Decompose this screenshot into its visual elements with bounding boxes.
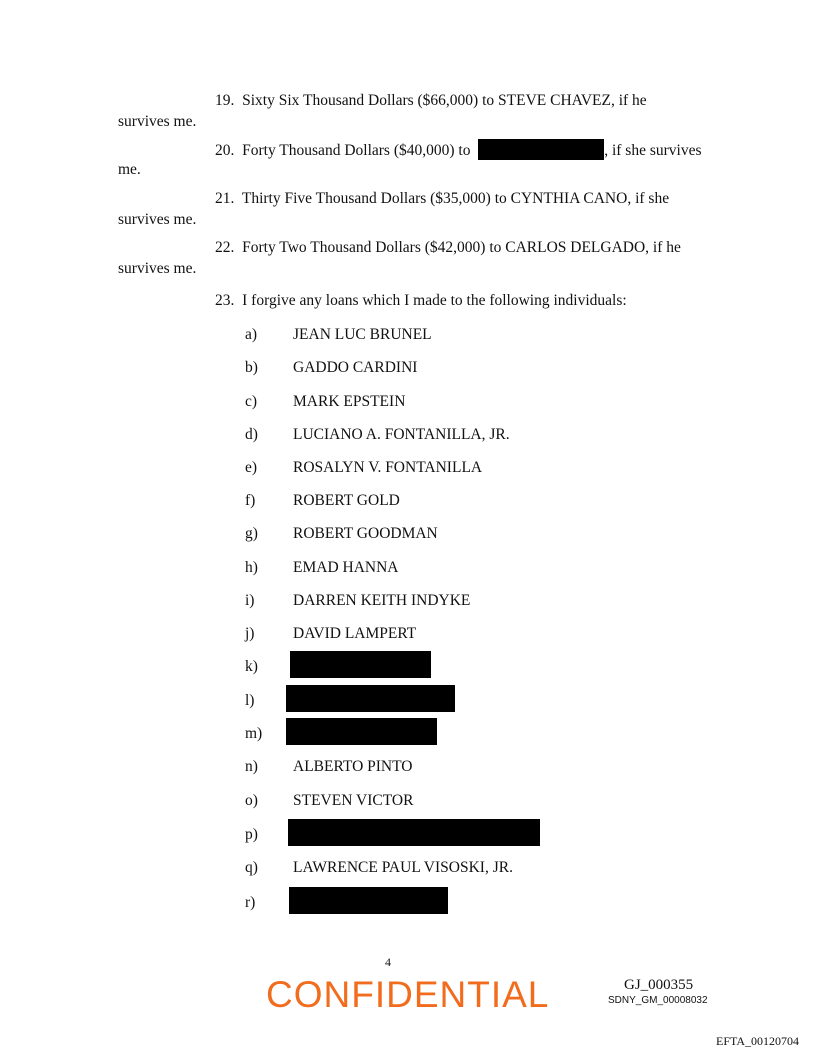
list-name: ROBERT GOLD [293, 492, 400, 509]
list-letter: c) [245, 393, 258, 410]
list-name: ROSALYN V. FONTANILLA [293, 459, 483, 476]
list-name: STEVEN VICTOR [293, 792, 414, 809]
paragraph-text: Forty Thousand Dollars ($40,000) to [242, 142, 471, 159]
paragraph-line [215, 238, 681, 258]
redaction-box [288, 819, 540, 846]
list-letter: a) [245, 326, 258, 343]
loan-list-item [0, 491, 816, 519]
page-number: 4 [385, 955, 391, 969]
paragraph-number: 23. [215, 292, 235, 309]
loan-list-item [0, 791, 816, 819]
list-letter: i) [245, 592, 255, 609]
list-letter: l) [245, 692, 255, 709]
paragraph-text-tail: , if she survives [604, 142, 702, 159]
paragraph-continuation: me. [118, 161, 141, 178]
paragraph-number: 22. [215, 239, 235, 256]
bates-number-gj: GJ_000355 [624, 977, 694, 993]
confidential-stamp: CONFIDENTIAL [266, 974, 550, 1015]
loan-list-item [0, 691, 816, 719]
loan-list-item [0, 558, 816, 586]
loan-list-item [0, 325, 816, 353]
list-name: EMAD HANNA [293, 559, 399, 576]
list-name: ALBERTO PINTO [293, 758, 413, 775]
paragraph-line [215, 91, 647, 111]
loan-list-item [0, 657, 816, 685]
list-letter: k) [245, 658, 258, 675]
bates-number-sdny: SDNY_GM_00008032 [608, 995, 708, 1006]
paragraph-text: I forgive any loans which I made to the following individuals: [242, 292, 627, 309]
list-letter: j) [245, 625, 255, 642]
paragraph-number: 19. [215, 92, 235, 109]
loan-list-item [0, 591, 816, 619]
loan-list-item [0, 392, 816, 420]
paragraph-text: Sixty Six Thousand Dollars ($66,000) to STEVE CHAVEZ, if he [242, 92, 647, 109]
list-name: DAVID LAMPERT [293, 625, 417, 642]
list-letter: f) [245, 492, 256, 509]
redaction-box [286, 718, 437, 745]
list-letter: o) [245, 792, 258, 809]
loan-list-item [0, 724, 816, 752]
list-name: LUCIANO A. FONTANILLA, JR. [293, 426, 510, 443]
paragraph-continuation: survives me. [118, 211, 197, 228]
loan-list-item [0, 425, 816, 453]
list-letter: b) [245, 359, 258, 376]
list-letter: r) [245, 894, 256, 911]
paragraph-line [215, 139, 702, 161]
bates-number-efta: EFTA_00120704 [716, 1034, 800, 1048]
paragraph-line [215, 189, 669, 209]
list-letter: n) [245, 758, 258, 775]
list-name: GADDO CARDINI [293, 359, 418, 376]
list-name: DARREN KEITH INDYKE [293, 592, 471, 609]
paragraph-continuation: survives me. [118, 260, 197, 277]
paragraph-number: 20. [215, 142, 235, 159]
loan-list-item [0, 458, 816, 486]
list-name: LAWRENCE PAUL VISOSKI, JR. [293, 859, 513, 876]
list-name: JEAN LUC BRUNEL [293, 326, 432, 343]
paragraph-line [215, 291, 627, 311]
redaction-box [289, 887, 448, 914]
list-letter: e) [245, 459, 258, 476]
loan-list-item [0, 893, 816, 921]
list-letter: p) [245, 826, 258, 843]
loan-list-item [0, 825, 816, 853]
list-name: MARK EPSTEIN [293, 393, 406, 410]
loan-list-item [0, 624, 816, 652]
paragraph-text: Forty Two Thousand Dollars ($42,000) to CARLOS DELGADO, if he [242, 239, 681, 256]
redaction-box [478, 139, 604, 160]
loan-list-item [0, 524, 816, 552]
list-letter: h) [245, 559, 258, 576]
list-letter: d) [245, 426, 258, 443]
list-letter: m) [245, 725, 263, 742]
paragraph-number: 21. [215, 190, 235, 207]
paragraph-text: Thirty Five Thousand Dollars ($35,000) to CYNTHIA CANO, if she [241, 190, 670, 207]
list-name: ROBERT GOODMAN [293, 525, 438, 542]
loan-list-item [0, 358, 816, 386]
redaction-box [286, 685, 455, 712]
list-letter: g) [245, 525, 258, 542]
redaction-box [290, 651, 431, 678]
loan-list-item [0, 757, 816, 785]
paragraph-continuation: survives me. [118, 113, 197, 130]
list-letter: q) [245, 859, 258, 876]
loan-list-item [0, 858, 816, 886]
